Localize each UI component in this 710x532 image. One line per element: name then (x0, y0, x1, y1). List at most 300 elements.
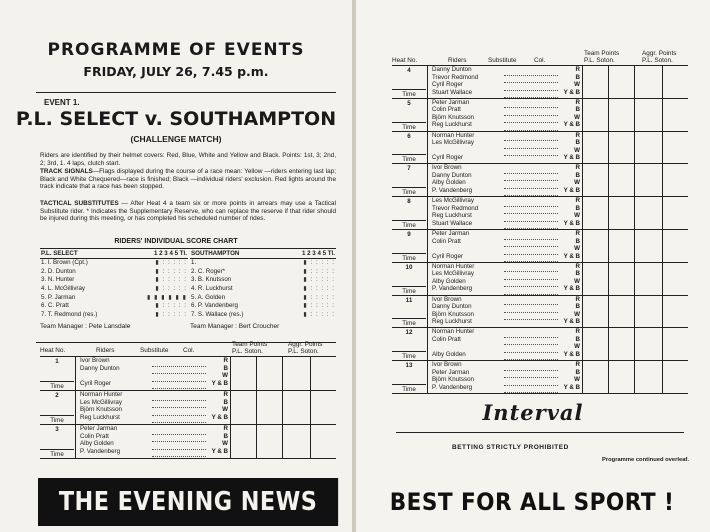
heat-number-cell (392, 361, 428, 394)
pl-aggr-points-box[interactable] (634, 164, 662, 197)
score-chart-title: RIDERS' INDIVIDUAL SCORE CHART (114, 238, 238, 245)
pl-aggr-points-box[interactable] (634, 230, 662, 263)
divider (36, 92, 336, 93)
heat-number: 1 (55, 358, 59, 365)
score-rider: 5. P. Jarman (41, 293, 76, 301)
pl-team-points-box[interactable] (230, 391, 256, 425)
helmet-colour: R (575, 328, 580, 336)
helmet-colour: R (575, 131, 580, 139)
soton-team-points-box[interactable] (608, 263, 634, 296)
substitute-lines (504, 265, 558, 295)
heat-rider: P. Vandenberg (432, 186, 473, 194)
heat-riders (432, 230, 502, 260)
substitute-line[interactable] (504, 272, 558, 280)
heat-time-label: Time (392, 220, 426, 229)
heat-rider: Norman Hunter (432, 262, 475, 270)
heat-row (392, 230, 688, 263)
heat-riders (432, 164, 502, 194)
heat-row (392, 328, 688, 361)
soton-aggr-points-box[interactable] (662, 361, 688, 394)
heat-number: 6 (407, 132, 411, 140)
helmet-colour: Y & B (563, 318, 580, 326)
programme-title: PROGRAMME OF EVENTS (47, 40, 305, 60)
pl-team-points-box[interactable] (230, 425, 256, 459)
divider (40, 248, 336, 249)
substitute-lines (504, 298, 558, 328)
pl-aggr-points-box[interactable] (282, 391, 310, 425)
helmet-colour: Y & B (563, 252, 580, 260)
heat-number-cell (40, 391, 76, 425)
helmet-colour: B (575, 368, 580, 376)
heat-rider (432, 147, 502, 155)
heat-row (392, 197, 688, 230)
score-rider: 3. B. Knutsson (191, 276, 232, 284)
substitute-header: Substitute (488, 57, 517, 64)
col-header: Col. (534, 57, 546, 64)
pl-aggr-points-box[interactable] (634, 328, 662, 361)
substitute-lines (504, 232, 558, 262)
pl-aggr-points-box[interactable] (282, 357, 310, 391)
helmet-colours (558, 197, 580, 227)
heat-rider: Colin Pratt (432, 106, 461, 114)
substitute-lines (504, 330, 558, 360)
helmet-colour: Y & B (563, 383, 580, 391)
helmet-colour: B (575, 237, 580, 245)
substitute-line[interactable] (504, 345, 558, 353)
helmet-colours (206, 425, 228, 455)
substitute-line[interactable] (504, 149, 558, 157)
heat-row (392, 361, 688, 394)
helmet-colour: R (575, 164, 580, 172)
score-col-heads: 1 2 3 4 5 Tl. (279, 250, 336, 259)
substitute-line[interactable] (504, 116, 558, 124)
heat-rider: Stuart Wallace (432, 88, 473, 96)
heat-number: 8 (407, 198, 411, 206)
left-team-manager: Team Manager : Pete Lansdale (40, 323, 131, 330)
aggr-points-sub: P.L. Soton. (288, 348, 319, 355)
substitute-line[interactable] (152, 408, 206, 416)
substitute-line[interactable] (504, 280, 558, 288)
heat-rider: Alby Golden (432, 277, 466, 285)
heat-number-cell (392, 328, 428, 361)
soton-aggr-points-box[interactable] (662, 197, 688, 230)
soton-team-points-box[interactable] (608, 197, 634, 230)
soton-aggr-points-box[interactable] (662, 328, 688, 361)
heat-rider: Danny Dunton (432, 171, 472, 179)
substitute-line[interactable] (504, 174, 558, 182)
soton-aggr-points-box[interactable] (662, 230, 688, 263)
interval-heading: Interval (482, 400, 584, 425)
heat-riders (432, 296, 502, 326)
heat-time-label: Time (392, 351, 426, 360)
left-page (0, 0, 352, 532)
heat-rider: Cyril Roger (432, 154, 463, 162)
heat-time-label: Time (392, 384, 426, 393)
substitute-lines (504, 166, 558, 196)
substitute-line[interactable] (152, 382, 206, 390)
aggr-points-sub: P.L. Soton. (642, 57, 673, 64)
helmet-colour: Y & B (563, 285, 580, 293)
helmet-colours (206, 391, 228, 421)
substitute-line[interactable] (152, 435, 206, 443)
substitute-line[interactable] (152, 374, 206, 382)
aggr-points-header: Aggr. Points (642, 50, 677, 57)
heat-rider: Norman Hunter (432, 328, 475, 336)
helmet-colour: Y & B (563, 121, 580, 129)
substitute-line[interactable] (504, 247, 558, 255)
heat-time-label: Time (392, 253, 426, 262)
pl-team-points-box[interactable] (582, 230, 608, 263)
helmet-colour: R (223, 357, 228, 364)
substitute-line[interactable] (504, 265, 558, 273)
score-col-heads: 1 2 3 4 5 Tl. (126, 250, 188, 259)
heat-row (392, 99, 688, 132)
aggr-points-header: Aggr. Points (288, 341, 323, 348)
heat-riders (432, 132, 502, 162)
heat-number-cell (392, 263, 428, 296)
soton-team-points-box[interactable] (256, 425, 282, 459)
substitute-line[interactable] (504, 199, 558, 207)
substitute-line[interactable] (152, 427, 206, 435)
helmet-colours (558, 99, 580, 129)
helmet-colours (558, 361, 580, 391)
heat-number: 11 (405, 296, 413, 304)
heat-number: 2 (55, 392, 59, 399)
heat-time-label: Time (40, 449, 74, 458)
helmet-colour: W (574, 146, 580, 154)
heat-time-label: Time (392, 122, 426, 131)
helmet-colours (558, 263, 580, 293)
right-team-score-chart: SOUTHAMPTON 1 2 3 4 5 Tl. 1. ▮ : : : : : 2. C. Roger* ▮ : : : : : 3. B. Knutsson ▮ : : : : : 4. R. Luckhurst ▮ : : : : : 5. A. Golden ▮ : : : : : 6. P. Vandenberg ▮ : : : : : 7. S. Wallace (res.) ▮ : : : : : (191, 250, 335, 319)
heat-rider: Ivor Brown (80, 357, 110, 364)
soton-aggr-points-box[interactable] (662, 132, 688, 165)
soton-team-points-box[interactable] (608, 164, 634, 197)
soton-team-points-box[interactable] (608, 66, 634, 99)
right-page (356, 0, 710, 532)
helmet-colour: W (574, 113, 580, 121)
heat-row (392, 132, 688, 165)
score-rider: 1. (191, 259, 197, 267)
score-rider: 7. S. Wallace (res.) (191, 311, 244, 319)
helmet-colour: B (575, 204, 580, 212)
helmet-colour: W (574, 212, 580, 220)
substitute-line[interactable] (504, 207, 558, 215)
substitute-line[interactable] (152, 401, 206, 409)
substitute-lines (504, 134, 558, 164)
heat-row (40, 391, 336, 425)
helmet-colour: Y & B (563, 88, 580, 96)
helmet-colours (558, 328, 580, 358)
helmet-colour: W (574, 245, 580, 252)
substitute-line[interactable] (504, 101, 558, 109)
substitute-lines (504, 199, 558, 229)
heat-rider: Björn Knutsson (432, 310, 474, 318)
heat-rider: Les McGillivray (80, 398, 122, 406)
substitute-line[interactable] (504, 240, 558, 248)
heat-number-cell (40, 425, 76, 459)
pl-team-points-box[interactable] (582, 263, 608, 296)
heat-rider: Colin Pratt (432, 237, 461, 245)
soton-team-points-box[interactable] (608, 296, 634, 329)
heat-rider: P. Vandenberg (432, 285, 473, 293)
heat-number: 3 (55, 426, 59, 433)
helmet-colours (558, 164, 580, 194)
heat-number: 10 (405, 263, 413, 271)
soton-aggr-points-box[interactable] (662, 99, 688, 132)
heat-rider: Les McGillivray (432, 270, 474, 278)
pl-team-points-box[interactable] (582, 132, 608, 165)
pl-aggr-points-box[interactable] (634, 197, 662, 230)
heat-rider (432, 343, 502, 351)
pl-team-points-box[interactable] (582, 296, 608, 329)
track-signals-body: —Flags displayed during the course of a race mean: Yellow —riders entering last lap; Black and White Chequered—race is finished; Black —individual riders' exclusion. Red lights around the track indicate that a race has been stopped. (40, 168, 337, 190)
substitute-line[interactable] (504, 134, 558, 142)
soton-team-points-box[interactable] (256, 357, 282, 391)
pl-team-points-box[interactable] (582, 328, 608, 361)
score-rider: 7. T. Redmond (res.) (41, 311, 98, 319)
heat-rider: Reg Luckhurst (432, 318, 472, 326)
heat-row (40, 425, 336, 459)
heat-rider: Peter Jarman (432, 230, 470, 237)
heat-rider: Alby Golden (80, 440, 114, 447)
heat-rider: Peter Jarman (432, 98, 470, 106)
helmet-colour: B (575, 106, 580, 114)
pl-team-points-box[interactable] (582, 164, 608, 197)
helmet-colour: W (574, 179, 580, 187)
evening-news-banner: THE EVENING NEWS (38, 478, 338, 526)
helmet-colour: W (222, 372, 228, 379)
substitute-line[interactable] (504, 371, 558, 379)
score-rider: 4. L. McGillivray (41, 285, 86, 293)
betting-notice: BETTING STRICTLY PROHIBITED (452, 444, 569, 451)
heat-number-cell (392, 230, 428, 263)
soton-team-points-box[interactable] (608, 361, 634, 394)
right-team-manager: Team Manager : Bert Croucher (190, 323, 280, 330)
substitute-line[interactable] (152, 359, 206, 367)
heat-riders (432, 99, 502, 129)
tactical-label: TACTICAL SUBSTITUTES (40, 200, 119, 207)
heat-no-header: Heat No. (40, 347, 66, 354)
heat-rider: Stuart Wallace (432, 219, 473, 227)
heat-rider: Trevor Redmond (432, 204, 479, 212)
substitute-line[interactable] (504, 214, 558, 222)
helmet-colour: R (575, 295, 580, 303)
substitute-line[interactable] (504, 378, 558, 386)
substitute-line[interactable] (152, 416, 206, 424)
helmet-colour: R (575, 361, 580, 369)
heat-number: 12 (405, 329, 413, 337)
heat-row (392, 164, 688, 197)
heat-number-cell (392, 132, 428, 165)
helmet-colour: B (575, 73, 580, 81)
heat-number-cell (392, 66, 428, 99)
pl-team-points-box[interactable] (582, 99, 608, 132)
helmet-colours (558, 230, 580, 260)
left-team-name: P.L. SELECT (40, 250, 126, 259)
pl-aggr-points-box[interactable] (634, 99, 662, 132)
heat-rider: Ivor Brown (432, 295, 462, 303)
pl-aggr-points-box[interactable] (634, 132, 662, 165)
substitute-line[interactable] (504, 313, 558, 321)
helmet-colour: W (574, 277, 580, 285)
heat-number-cell (392, 99, 428, 132)
programme-date: FRIDAY, JULY 26, 7.45 p.m. (83, 64, 269, 79)
heat-rider (432, 245, 502, 253)
substitute-line[interactable] (504, 363, 558, 371)
substitute-line[interactable] (504, 76, 558, 84)
heat-number: 4 (407, 67, 411, 74)
substitute-lines (504, 363, 558, 393)
team-points-sub: P.L. Soton. (584, 57, 615, 64)
heat-riders (432, 328, 502, 358)
soton-aggr-points-box[interactable] (662, 263, 688, 296)
substitute-lines (152, 393, 206, 423)
soton-team-points-box[interactable] (608, 132, 634, 165)
pl-aggr-points-box[interactable] (634, 296, 662, 329)
soton-aggr-points-box[interactable] (662, 296, 688, 329)
helmet-colour: B (223, 432, 228, 440)
heat-time-label: Time (392, 187, 426, 196)
heat-rider: Danny Dunton (80, 364, 120, 372)
pl-team-points-box[interactable] (582, 66, 608, 99)
soton-team-points-box[interactable] (608, 99, 634, 132)
pl-aggr-points-box[interactable] (282, 425, 310, 459)
score-rider: 5. A. Golden (191, 293, 226, 301)
substitute-line[interactable] (504, 108, 558, 116)
substitute-line[interactable] (504, 166, 558, 174)
helmet-colour: W (222, 406, 228, 413)
heat-rider: Colin Pratt (432, 335, 461, 343)
substitute-line[interactable] (152, 367, 206, 375)
heat-rider: Peter Jarman (432, 368, 470, 376)
heat-rider: Ivor Brown (432, 361, 462, 369)
helmet-colours (206, 357, 228, 387)
heat-number-cell (392, 197, 428, 230)
helmet-colour: R (575, 66, 580, 73)
track-signals-label: TRACK SIGNALS (40, 168, 93, 175)
heat-rider: P. Vandenberg (80, 447, 121, 455)
riders-header: Riders (96, 347, 115, 354)
riders-header: Riders (448, 57, 467, 64)
substitute-header: Substitute (140, 347, 169, 354)
event-label: EVENT 1. (44, 98, 80, 107)
soton-team-points-box[interactable] (608, 328, 634, 361)
pl-aggr-points-box[interactable] (634, 361, 662, 394)
right-team-name: SOUTHAMPTON (190, 250, 279, 259)
substitute-line[interactable] (504, 83, 558, 91)
heat-rider: Alby Golden (432, 350, 466, 358)
heat-riders (432, 263, 502, 293)
substitute-line[interactable] (504, 232, 558, 240)
pl-aggr-points-box[interactable] (634, 66, 662, 99)
soton-aggr-points-box[interactable] (310, 391, 336, 425)
helmet-colour: B (575, 303, 580, 311)
substitute-line[interactable] (152, 442, 206, 450)
helmet-colour: W (574, 343, 580, 351)
substitute-line[interactable] (504, 305, 558, 313)
heat-rider: Björn Knutsson (80, 406, 122, 413)
soton-team-points-box[interactable] (256, 391, 282, 425)
score-rider: 3. N. Hunter (41, 276, 75, 284)
helmet-colour: Y & B (211, 447, 228, 455)
tactical-substitutes-text (40, 200, 336, 223)
heat-riders (80, 425, 150, 455)
helmet-colour: B (223, 398, 228, 406)
heat-rider: Les McGillivray (432, 197, 474, 205)
heat-riders (432, 361, 502, 391)
heat-rider: Reg Luckhurst (432, 121, 472, 129)
soton-aggr-points-box[interactable] (310, 425, 336, 459)
helmet-colour: R (575, 197, 580, 205)
heat-no-header: Heat No. (392, 57, 418, 64)
heat-time-label: Time (392, 89, 426, 98)
heat-row (40, 357, 336, 391)
heat-time-label: Time (392, 286, 426, 295)
pl-team-points-box[interactable] (582, 197, 608, 230)
substitute-line[interactable] (504, 68, 558, 76)
match-title: P.L. SELECT v. SOUTHAMPTON (15, 108, 337, 130)
substitute-line[interactable] (504, 338, 558, 346)
substitute-line[interactable] (504, 298, 558, 306)
helmet-colour: B (575, 335, 580, 343)
score-rider: 1. I. Brown (Cpt.) (41, 259, 88, 267)
heat-rider: Cyril Roger (80, 379, 111, 387)
helmet-colour: B (223, 364, 228, 372)
substitute-line[interactable] (152, 393, 206, 401)
pl-team-points-box[interactable] (230, 357, 256, 391)
heat-time-label: Time (392, 318, 426, 327)
heat-number: 13 (405, 362, 413, 370)
left-team-score-chart: P.L. SELECT 1 2 3 4 5 Tl. 1. I. Brown (Cpt.) ▮ : : : : : 2. D. Dunton ▮ : : : : : 3. N. Hunter ▮ : : : : : 4. L. McGillivray ▮ : : : : : 5. P. Jarman ▮ ▮ ▮ ▮ ▮ ▮ 6. C. Pratt ▮ : : : : : 7. T. Redmond (res.) ▮ : : : : : (41, 250, 187, 319)
helmet-colour: Y & B (563, 350, 580, 358)
heat-rider: Björn Knutsson (432, 376, 474, 384)
track-signals-text (40, 168, 336, 191)
soton-aggr-points-box[interactable] (662, 66, 688, 99)
heat-time-label: Time (40, 415, 74, 424)
score-rider: 6. C. Pratt (41, 302, 69, 310)
team-points-header: Team Points (232, 341, 268, 348)
heat-rider: Peter Jarman (80, 425, 118, 432)
heat-time-label: Time (40, 381, 74, 390)
substitute-line[interactable] (504, 181, 558, 189)
pl-aggr-points-box[interactable] (634, 263, 662, 296)
heat-divider (392, 393, 688, 394)
heat-row (392, 66, 688, 99)
heat-rider: Danny Dunton (432, 303, 472, 311)
heat-row (392, 263, 688, 296)
heat-rider: Cyril Roger (432, 81, 463, 88)
soton-team-points-box[interactable] (608, 230, 634, 263)
helmet-colour: Y & B (211, 413, 228, 421)
helmet-colour: B (575, 171, 580, 179)
soton-aggr-points-box[interactable] (310, 357, 336, 391)
substitute-lines (504, 101, 558, 131)
pl-team-points-box[interactable] (582, 361, 608, 394)
heat-rider: Les McGillivray (432, 139, 474, 147)
substitute-line[interactable] (504, 330, 558, 338)
team-points-header: Team Points (584, 50, 620, 57)
heat-number-cell (392, 164, 428, 197)
substitute-line[interactable] (504, 141, 558, 149)
tactical-body: — After Heat 4 a team six or more points in arrears may use a Tactical Substitute rider. * Indicates the Supplementary Reserve, who can replace the reserve if that rider should be injured during this meeting, or has completed his scheduled number of rides. (40, 200, 337, 222)
heat-rider: P. Vandenberg (432, 383, 473, 391)
helmet-colours (558, 296, 580, 326)
substitute-line[interactable] (152, 450, 206, 458)
rider-identification-text: Riders are identified by their helmet covers: Red, Blue, White and Yellow and Black. Points: 1st, 3; 2nd, 2; 3rd, 1. 4 laps, clutch start. (40, 152, 336, 167)
substitute-lines (152, 427, 206, 457)
helmet-colours (558, 132, 580, 162)
soton-aggr-points-box[interactable] (662, 164, 688, 197)
